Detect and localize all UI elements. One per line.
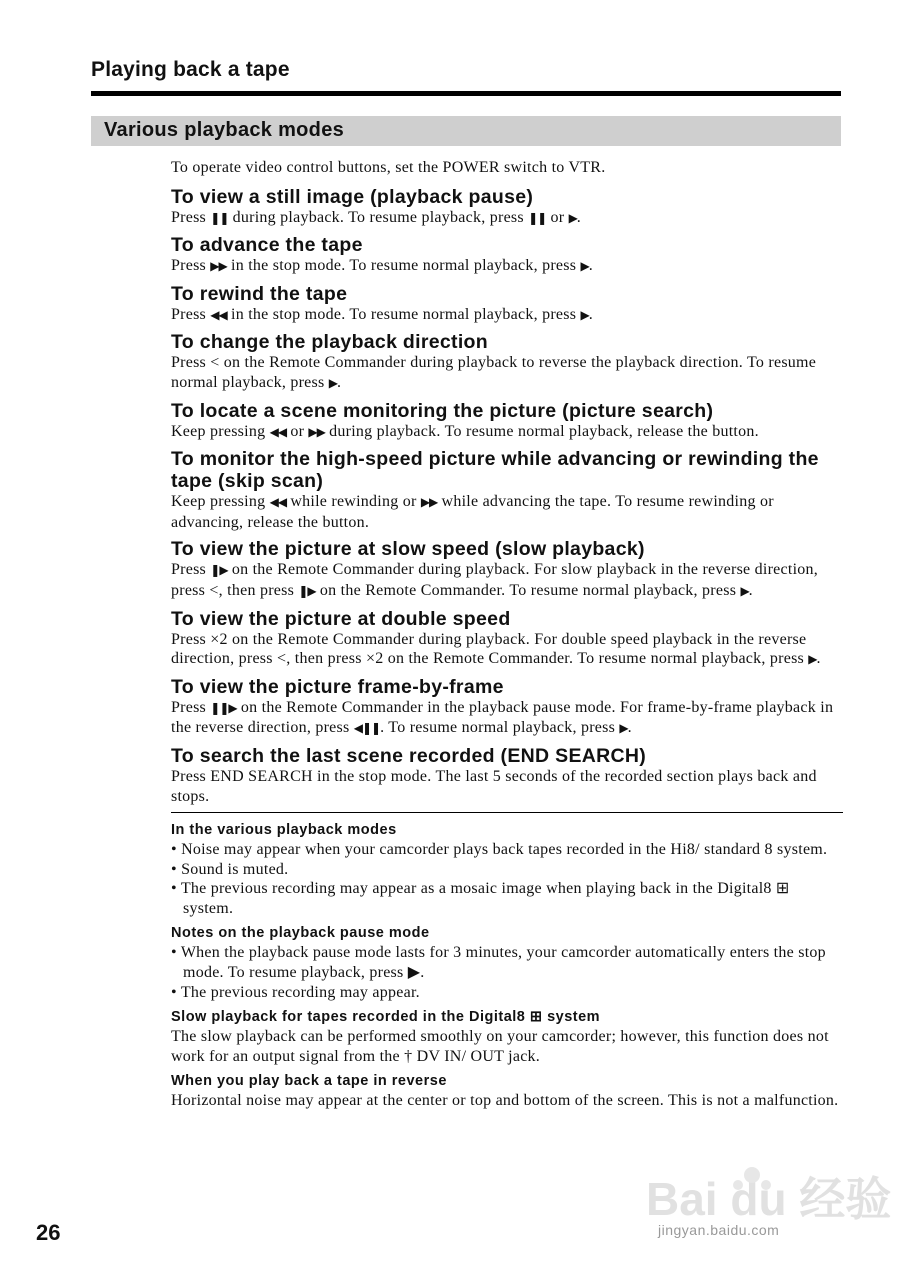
mode-heading: To change the playback direction [171,331,488,354]
description-text: while advancing the tape. To resume rewinding or advancing, release the button. [171,493,774,531]
playback-mode-list [171,186,843,807]
description-text: while rewinding or [286,493,421,511]
baidu-watermark-logo [640,1145,892,1255]
note-heading: In the various playback modes [171,822,397,839]
button-symbol-icon: ▶ [580,307,589,322]
description-text: Press END SEARCH in the stop mode. The last 5 seconds of the recorded section plays back and stops. [171,767,817,805]
button-symbol-icon: ◀◀ [269,495,287,510]
intro-text: To operate video control buttons, set the POWER switch to VTR. [171,159,606,176]
note-group [171,1008,843,1066]
button-symbol-icon: ▶ [580,259,589,274]
description-text: Press < on the Remote Commander during playback to reverse the playback direction. To resume normal playback, press [171,354,817,391]
description-text: during playback. To resume normal playback, release the button. [324,422,759,440]
mode-description [171,560,843,601]
section-title: Various playback modes [104,119,345,141]
description-text: . [748,581,753,599]
playback-mode-block [171,331,843,393]
button-symbol-icon: ◀❚❚ [353,721,381,736]
note-item: • Sound is muted. [171,860,289,878]
description-text: Press [171,305,211,323]
note-item: • The previous recording may appear as a mosaic image when playing back in the Digital8 ⊞ system. [171,880,790,917]
mode-description [171,422,843,443]
description-text: in the stop mode. To resume normal playback, press [226,305,581,323]
playback-mode-block [171,745,843,806]
description-text: . [588,257,593,275]
mode-description [171,698,843,739]
button-symbol-icon: ▶▶ [210,259,227,274]
page-header-title: Playing back a tape [91,58,290,81]
playback-mode-block [171,448,843,532]
button-symbol-icon: ▶ [328,375,337,390]
mode-heading: To locate a scene monitoring the picture (picture search) [171,399,714,422]
note-group [171,1072,843,1111]
button-symbol-icon: ▶ [619,721,628,736]
note-group [171,821,843,918]
watermark-url: jingyan.baidu.com [658,1222,780,1238]
description-text: Press [171,698,211,716]
playback-mode-block [171,538,843,601]
description-text: Press ×2 on the Remote Commander during playback. For double speed playback in the reverse direction, press <, then press ×2 on the Remote Commander. To resume normal playback, press [171,630,809,668]
note-item: • When the playback pause mode lasts for 3 minutes, your camcorder automatically enters the stop mode. To resume playback, press ▶. [171,944,826,982]
button-symbol-icon: ▶▶ [308,424,325,439]
description-text: . [588,305,593,323]
playback-mode-block [171,186,843,229]
description-text: . [336,373,342,391]
note-heading: Notes on the playback pause mode [171,925,430,942]
description-text: Keep pressing [171,422,270,440]
description-text: on the Remote Commander during playback. For slow playback in the reverse direction, press <, then press [171,561,819,599]
mode-heading: To rewind the tape [171,282,348,305]
note-item: • Noise may appear when your camcorder plays back tapes recorded in the Hi8/ standard 8 system. [171,841,828,859]
description-text: or [546,208,569,226]
mode-description [171,630,843,670]
button-symbol-icon: ▶ [568,210,577,225]
description-text: during playback. To resume playback, press [228,208,529,226]
button-symbol-icon: ▶ [740,583,749,598]
description-text: on the Remote Commander. To resume normal playback, press [315,581,741,599]
mode-heading: To search the last scene recorded (END SEARCH) [171,744,647,767]
mode-description [171,256,843,277]
note-item: Horizontal noise may appear at the center or top and bottom of the screen. This is not a malfunction. [171,1092,839,1110]
notes-section [171,812,843,1111]
note-body [171,1091,843,1111]
playback-mode-block [171,234,843,277]
playback-mode-block [171,283,843,326]
mode-heading: To view the picture at double speed [171,607,511,630]
note-group [171,924,843,1002]
button-symbol-icon: ❚▶ [298,583,316,598]
description-text: . [627,719,632,737]
description-text: Keep pressing [171,493,270,511]
description-text: . To resume normal playback, press [380,719,620,737]
playback-mode-block [171,400,843,443]
button-symbol-icon: ❚❚▶ [210,700,237,715]
mode-heading: To view a still image (playback pause) [171,185,534,208]
button-symbol-icon: ❚❚ [210,210,229,225]
mode-heading: To monitor the high-speed picture while advancing or rewinding the tape (skip scan) [171,448,819,493]
note-body [171,943,843,1002]
watermark-brand: Bai du 经验 [646,1173,892,1225]
button-symbol-icon: ▶ [808,652,817,667]
playback-mode-block [171,608,843,670]
button-symbol-icon: ▶▶ [420,495,438,510]
description-text: . [576,208,582,226]
description-text: Press [171,561,211,579]
mode-description [171,767,843,806]
playback-mode-block [171,676,843,739]
description-text: Press [171,208,211,226]
button-symbol-icon: ❚▶ [210,563,228,578]
mode-description [171,492,843,532]
button-symbol-icon: ◀◀ [269,424,287,439]
mode-description [171,353,843,393]
description-text: in the stop mode. To resume normal playback, press [226,257,581,275]
note-heading: When you play back a tape in reverse [171,1073,447,1090]
mode-heading: To view the picture frame-by-frame [171,675,504,698]
mode-heading: To view the picture at slow speed (slow playback) [171,538,645,561]
header-rule [91,91,841,96]
description-text: on the Remote Commander in the playback pause mode. For frame-by-frame playback in the reverse direction, press [171,698,834,737]
description-text: or [286,422,309,440]
button-symbol-icon: ❚❚ [528,210,547,225]
main-content [171,158,843,1117]
note-item: • The previous recording may appear. [171,983,420,1001]
page-number: 26 [36,1220,61,1245]
note-item: The slow playback can be performed smoothly on your camcorder; however, this function does not work for an output signal from the † DV IN/ OUT jack. [171,1028,829,1065]
mode-description [171,305,843,326]
button-symbol-icon: ◀◀ [210,307,227,322]
note-body [171,840,843,918]
description-text: Press [171,257,211,275]
mode-heading: To advance the tape [171,234,363,257]
description-text: . [816,650,821,668]
mode-description [171,208,843,229]
note-body [171,1027,843,1066]
note-heading: Slow playback for tapes recorded in the Digital8 ⊞ system [171,1009,601,1026]
